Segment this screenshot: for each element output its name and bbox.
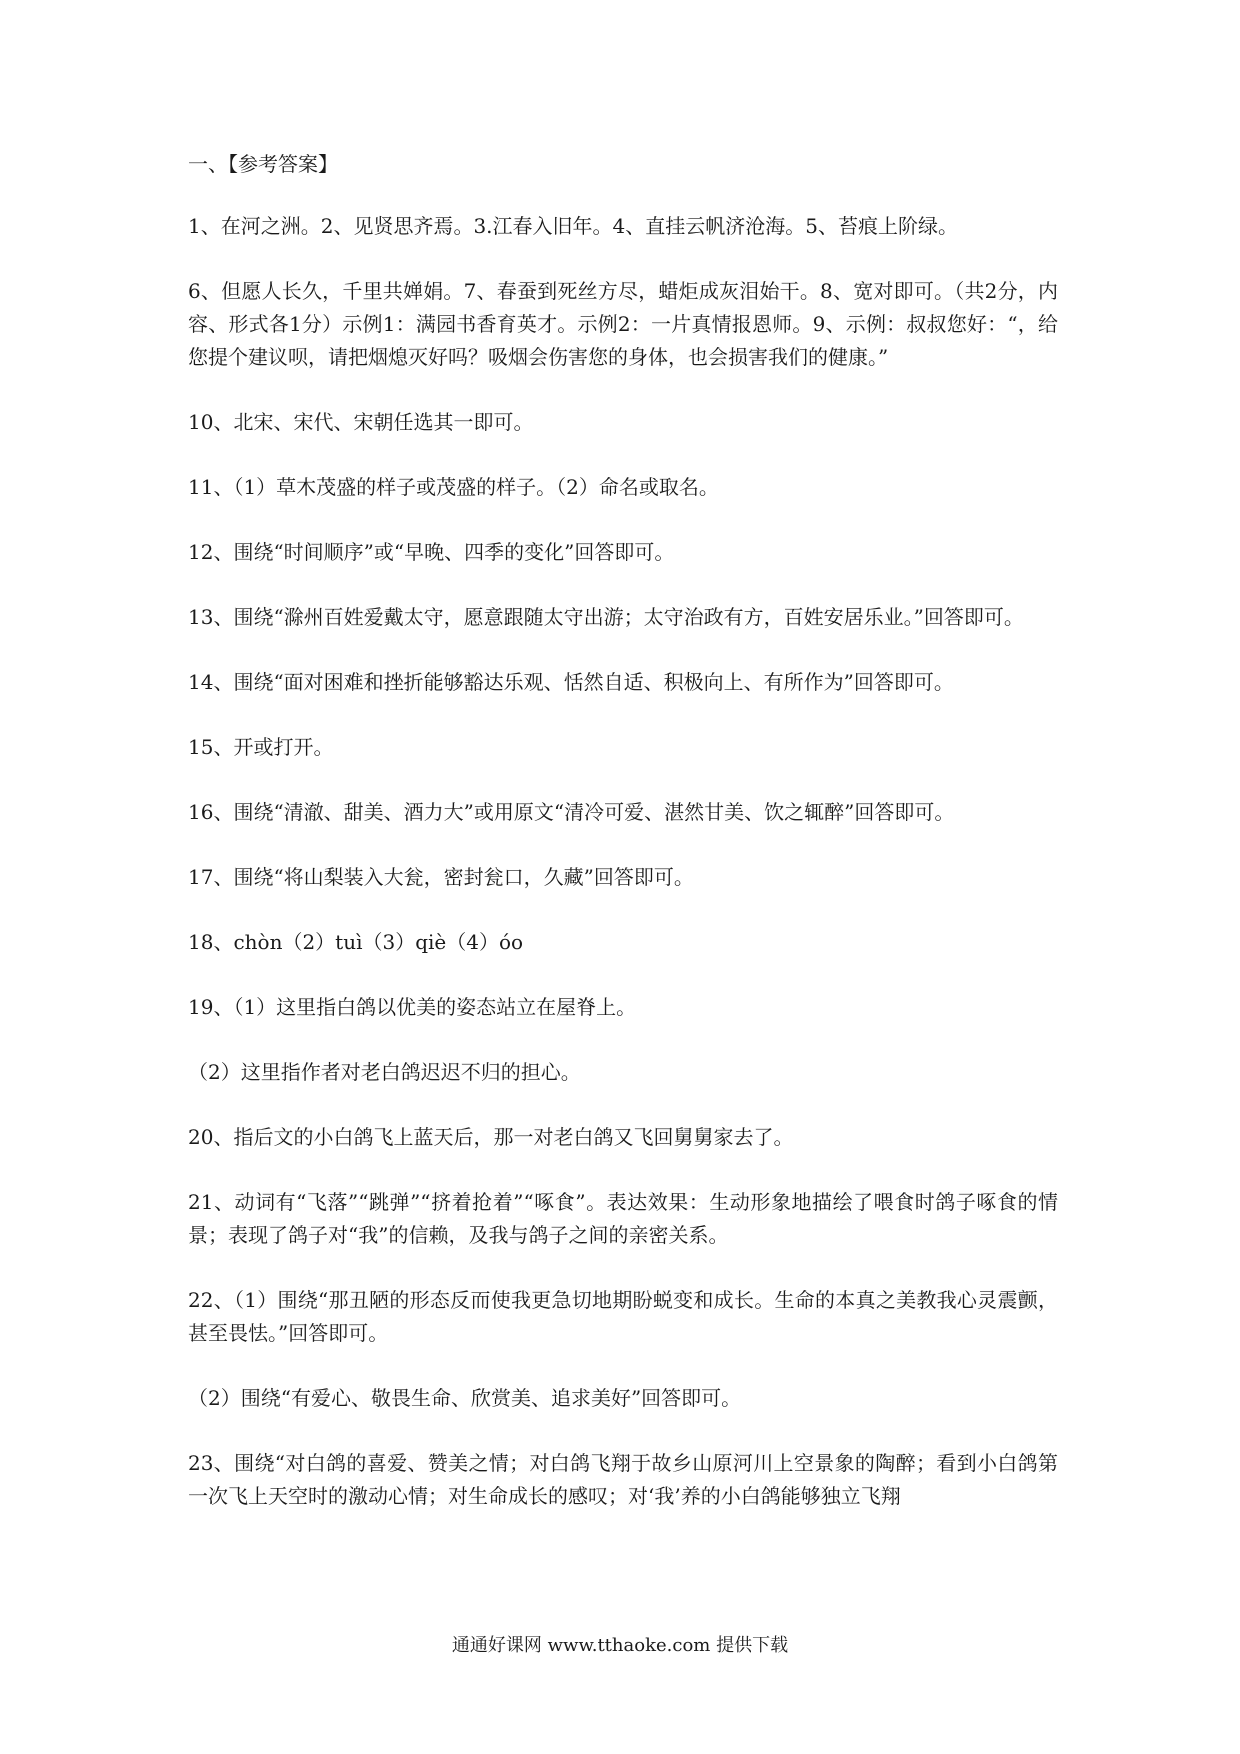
answer-paragraph-22-2: （2）围绕“有爱心、敬畏生命、欣赏美、追求美好”回答即可。 (188, 1386, 742, 1410)
answer-paragraph-1-5: 1、在河之洲。2、见贤思齐焉。3.江春入旧年。4、直挂云帆济沧海。5、苔痕上阶绿。 (188, 214, 958, 238)
answer-paragraph-6-9: 6、但愿人长久，千里共婵娟。7、春蚕到死丝方尽，蜡炬成灰泪始干。8、宽对即可。（共2分，内容、形式各1分）示例1：满园书香育英才。示例2：一片真情报恩师。9、示例：叔叔您好：“，给您提个建议呗，请把烟熄灭好吗？吸烟会伤害您的身体，也会损害我们的健康。” (188, 279, 1058, 369)
answer-paragraph-13: 13、围绕“滁州百姓爱戴太守，愿意跟随太守出游；太守治政有方，百姓安居乐业。”回答即可。 (188, 605, 1024, 629)
answer-paragraph-18: 18、chòn（2）tuì（3）qiè（4）óo (188, 930, 524, 954)
answer-paragraph-22-1: 22、（1）围绕“那丑陋的形态反而使我更急切地期盼蜕变和成长。生命的本真之美教我心灵震颤，甚至畏怯。”回答即可。 (188, 1288, 1058, 1345)
section-heading: 一、【参考答案】 (188, 152, 338, 176)
answer-paragraph-10: 10、北宋、宋代、宋朝任选其一即可。 (188, 410, 534, 434)
answer-paragraph-19-1: 19、（1）这里指白鸽以优美的姿态站立在屋脊上。 (188, 995, 637, 1019)
answer-content (188, 150, 1058, 1543)
page-footer: 通通好课网 www.tthaoke.com 提供下载 (451, 1635, 789, 1656)
answer-paragraph-12: 12、围绕“时间顺序”或“早晚、四季的变化”回答即可。 (188, 540, 675, 564)
answer-paragraph-17: 17、围绕“将山梨装入大瓮，密封瓮口，久藏”回答即可。 (188, 865, 694, 889)
answer-paragraph-19-2: （2）这里指作者对老白鸽迟迟不归的担心。 (188, 1060, 581, 1084)
answer-paragraph-21: 21、动词有“飞落”“跳弹”“挤着抢着”“啄食”。表达效果：生动形象地描绘了喂食时鸽子啄食的情景；表现了鸽子对“我”的信赖，及我与鸽子之间的亲密关系。 (188, 1190, 1058, 1247)
answer-paragraph-15: 15、开或打开。 (188, 735, 334, 759)
answer-paragraph-16: 16、围绕“清澈、甜美、酒力大”或用原文“清冷可爱、湛然甘美、饮之辄醉”回答即可。 (188, 800, 955, 824)
answer-paragraph-20: 20、指后文的小白鸽飞上蓝天后，那一对老白鸽又飞回舅舅家去了。 (188, 1125, 794, 1149)
answer-paragraph-14: 14、围绕“面对困难和挫折能够豁达乐观、恬然自适、积极向上、有所作为”回答即可。 (188, 670, 954, 694)
answer-paragraph-23: 23、围绕“对白鸽的喜爱、赞美之情；对白鸽飞翔于故乡山原河川上空景象的陶醉；看到小白鸽第一次飞上天空时的激动心情；对生命成长的感叹；对‘我’养的小白鸽能够独立飞翔 (188, 1451, 1058, 1508)
answer-paragraph-11: 11、（1）草木茂盛的样子或茂盛的样子。（2）命名或取名。 (188, 475, 719, 499)
